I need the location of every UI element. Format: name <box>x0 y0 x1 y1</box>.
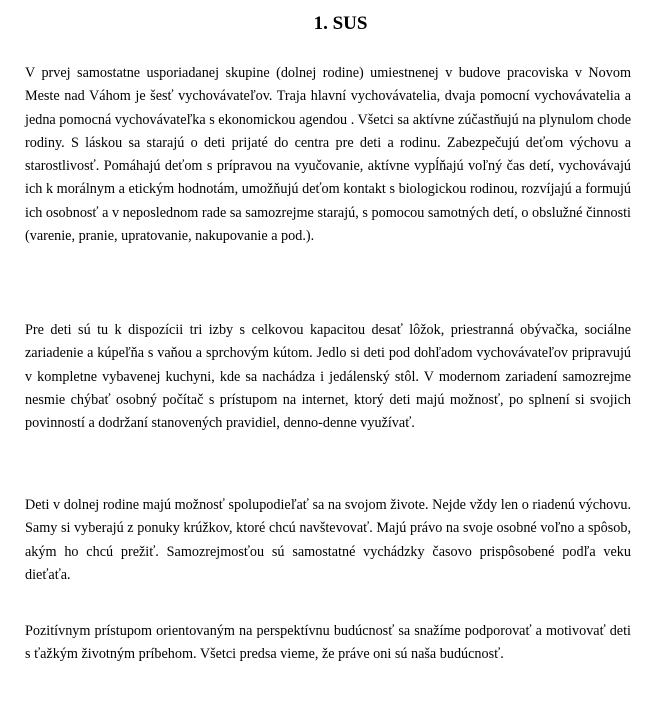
paragraph-3: Deti v dolnej rodine majú možnosť spolupodieľať sa na svojom živote. Nejde vždy len o riadenú výchovu. Samy si vyberajú z ponuky krúžkov, ktoré chcú navštevovať. Majú právo na svoje osobné voľno a spôsob, akým ho chcú prežiť. Samozrejmosťou sú samostatné vychádzky časovo prispôsobené podľa veku dieťaťa. <box>25 497 631 583</box>
paragraph-1: V prvej samostatne usporiadanej skupine (dolnej rodine) umiestnenej v budove pracoviska v Novom Meste nad Váhom je šesť vychovávateľov. Traja hlavní vychovávatelia, dvaja pomocní vychovávatelia a jedna pomocná vychovávateľka s ekonomickou agendou . Všetci sa aktívne zúčastňujú na plynulom chode rodiny. S láskou sa starajú o deti prijaté do centra pre deti a rodinu. Zabezpečujú deťom výchovu a starostlivosť. Pomáhajú deťom s prípravou na vyučovanie, aktívne vypĺňajú voľný čas detí, vychovávajú ich k morálnym a etickým hodnotám, umožňujú deťom kontakt s biologickou rodinou, rozvíjajú a formujú ich osobnosť a v neposlednom rade sa samozrejme starajú, s pomocou samotných detí, o obslužné činnosti (varenie, pranie, upratovanie, nakupovanie a pod.). <box>25 65 631 245</box>
paragraph-4: Pozitívnym prístupom orientovaným na perspektívnu budúcnosť sa snažíme podporovať a motivovať deti s ťažkým životným príbehom. Všetci predsa vieme, že práve oni sú naša budúcnosť. <box>25 623 631 663</box>
document-title: 1. SUS <box>313 13 368 34</box>
paragraph-2: Pre deti sú tu k dispozícii tri izby s celkovou kapacitou desať lôžok, priestranná obývačka, sociálne zariadenie a kúpeľňa s vaňou a sprchovým kútom. Jedlo si deti pod dohľadom vychovávateľov pripravujú v kompletne vybavenej kuchyni, kde sa nachádza i jedálenský stôl. V modernom zariadení samozrejme nesmie chýbať osobný počítač s prístupom na internet, ktorý deti majú možnosť, po splnení si svojich povinností a dodržaní stanovených pravidiel, denno-denne využívať. <box>25 322 631 432</box>
